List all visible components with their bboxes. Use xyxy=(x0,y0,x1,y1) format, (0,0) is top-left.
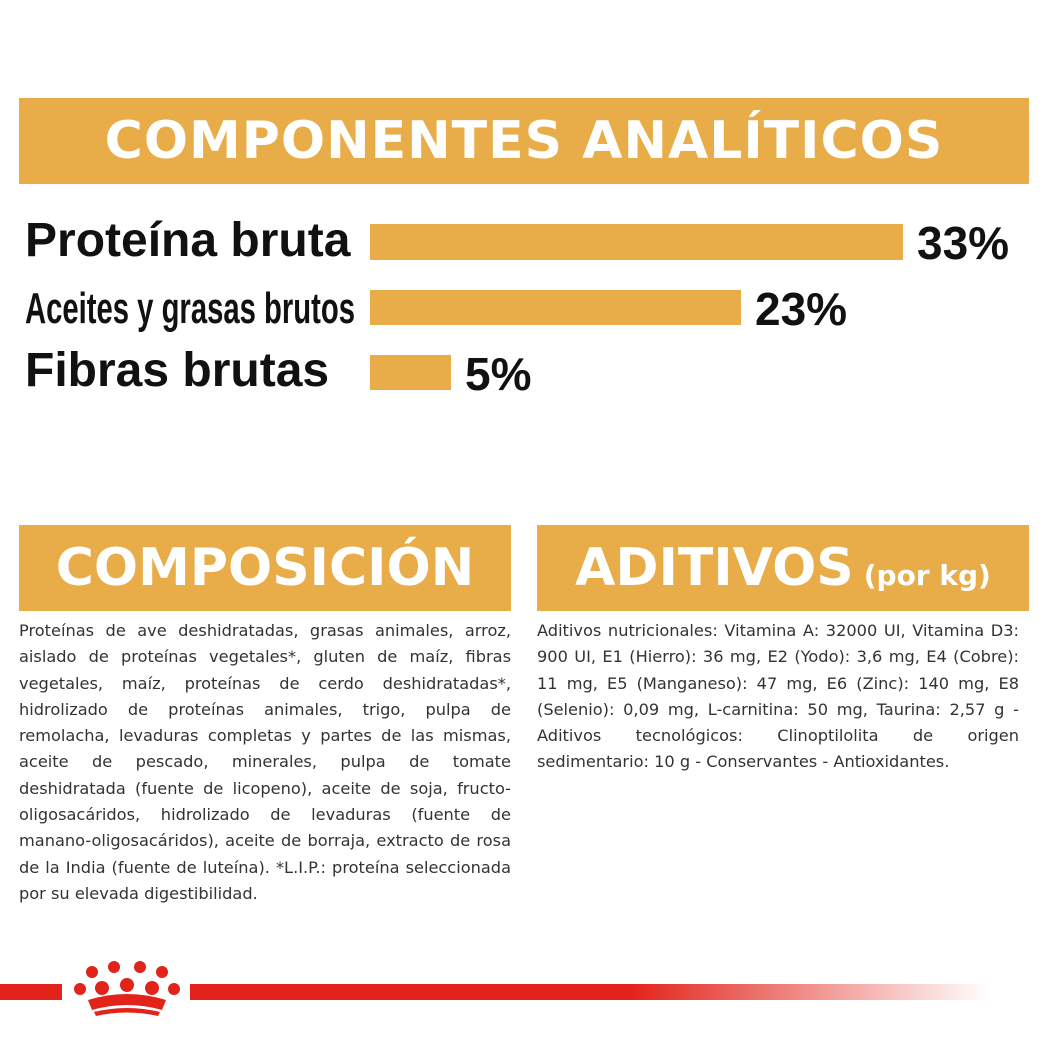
footer-red-line-right xyxy=(190,984,990,1000)
composition-banner xyxy=(19,525,511,611)
composition-title: COMPOSICIÓN xyxy=(55,538,475,598)
data-label: 5% xyxy=(465,348,532,400)
category-label: Proteína bruta xyxy=(25,214,351,267)
data-label: 23% xyxy=(755,283,848,335)
bar xyxy=(370,290,741,325)
bar xyxy=(370,224,903,260)
category-label: Fibras brutas xyxy=(25,344,330,397)
analytic-components-title: COMPONENTES ANALÍTICOS xyxy=(104,111,944,171)
additives-title: ADITIVOS xyxy=(575,538,854,598)
data-label: 33% xyxy=(917,217,1010,269)
footer-red-line-left xyxy=(0,984,62,1000)
additives-text: Aditivos nutricionales: Vitamina A: 32000 UI, Vitamina D3: 900 UI, E1 (Hierro): 36 mg, E2 (Yodo): 3,6 mg, E4 (Cobre): 11 mg, E5 (Manganeso): 47 mg, E6 (Zinc): 140 mg, E8 (Selenio): 0,09 mg, L-carnitina: 50 mg, Taurina: 2,57 g - Aditivos tecnológicos: Clinoptilolita de origen sedimentario: 10 g - Conservantes - Antioxidantes. xyxy=(537,621,1019,772)
category-label: Aceites y grasas brutos xyxy=(25,284,355,333)
additives-subtitle: (por kg) xyxy=(863,558,991,592)
analytic-components-banner xyxy=(19,98,1029,184)
bar xyxy=(370,355,451,390)
additives-banner xyxy=(537,525,1029,611)
royal-canin-crown-icon xyxy=(66,958,188,1020)
composition-text: Proteínas de ave deshidratadas, grasas animales, arroz, aislado de proteínas vegetales*, gluten de maíz, fibras vegetales, maíz, proteínas de cerdo deshidratadas*, hidrolizado de proteínas animales, trigo, pulpa de remolacha, levaduras completas y partes de las mismas, aceite de pescado, minerales, pulpa de tomate deshidratada (fuente de licopeno), aceite de soja, fructo-oligosacáridos, hidrolizado de levaduras (fuente de manano-oligosacáridos), aceite de borraja, extracto de rosa de la India (fuente de luteína). *L.I.P.: proteína seleccionada por su elevada digestibilidad. xyxy=(19,621,511,903)
